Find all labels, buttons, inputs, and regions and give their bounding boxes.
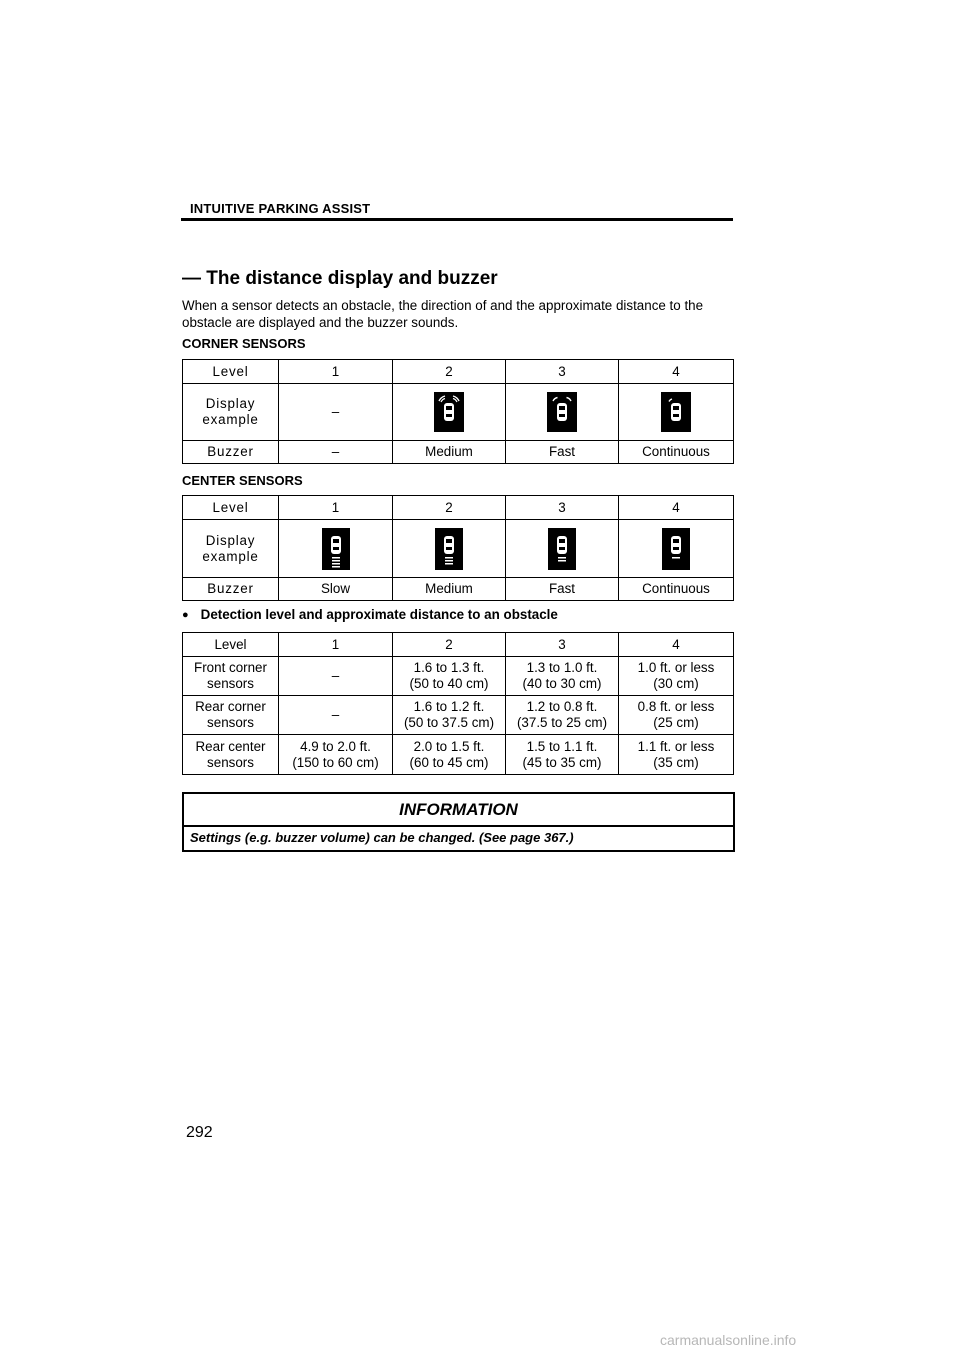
distance-cm: (40 to 30 cm) — [522, 676, 602, 691]
sensor-label-cell — [183, 735, 279, 775]
level-cell: 3 — [506, 360, 619, 384]
table-row — [183, 520, 734, 578]
distance-ft: 1.2 to 0.8 ft. — [526, 699, 598, 714]
table-row — [183, 441, 734, 464]
table-row — [183, 360, 734, 384]
distance-ft: 1.5 to 1.1 ft. — [526, 738, 598, 754]
distance-cell — [619, 657, 734, 696]
running-head: INTUITIVE PARKING ASSIST — [190, 201, 371, 216]
level-cell: 4 — [619, 496, 734, 520]
distance-cell: – — [279, 696, 393, 735]
distance-cm: (50 to 40 cm) — [409, 676, 489, 691]
row-label-display — [183, 520, 279, 578]
distance-cell — [393, 696, 506, 735]
distance-cell — [393, 735, 506, 775]
distance-cm: (25 cm) — [653, 715, 699, 730]
sensor-label: Rear corner sensors — [195, 699, 266, 730]
distance-cell — [506, 735, 619, 775]
page-number: 292 — [186, 1124, 213, 1141]
level-cell: 2 — [393, 496, 506, 520]
header-cell: Level — [183, 633, 279, 657]
row-label-buzzer: Buzzer — [183, 441, 279, 464]
center-sensor-display-level-1-icon — [322, 528, 350, 570]
level-cell: 1 — [279, 360, 393, 384]
distance-ft: 4.9 to 2.0 ft. — [300, 738, 371, 754]
level-cell: 1 — [279, 496, 393, 520]
sensor-label: Front corner sensors — [194, 660, 267, 691]
corner-sensors-table — [182, 359, 734, 464]
table-row — [183, 657, 734, 696]
sensor-label-cell — [183, 657, 279, 696]
display-cell: – — [279, 384, 393, 441]
display-cell — [619, 520, 734, 578]
table-row — [183, 696, 734, 735]
header-cell: 1 — [279, 633, 393, 657]
buzzer-cell: Fast — [506, 578, 619, 601]
distance-cell — [619, 735, 734, 775]
row-label-level: Level — [183, 496, 279, 520]
distance-cell: – — [279, 657, 393, 696]
table-row — [183, 384, 734, 441]
distance-cm: (35 cm) — [653, 754, 699, 770]
header-cell: 4 — [619, 633, 734, 657]
distance-cell — [619, 696, 734, 735]
information-text: Settings (e.g. buzzer volume) can be changed. (See page 367.) — [190, 830, 574, 845]
detection-heading-text: Detection level and approximate distance to an obstacle — [200, 607, 558, 622]
bullet-icon: ● — [182, 609, 189, 621]
display-cell — [393, 384, 506, 441]
distance-cm: (30 cm) — [653, 676, 699, 691]
row-label-display — [183, 384, 279, 441]
center-sensor-display-level-4-icon — [662, 528, 690, 570]
table-row — [183, 496, 734, 520]
section-title: — The distance display and buzzer — [182, 268, 498, 289]
distance-ft: 2.0 to 1.5 ft. — [413, 738, 485, 754]
distance-ft: 1.6 to 1.2 ft. — [413, 699, 485, 714]
distance-cm: (45 to 35 cm) — [522, 754, 602, 770]
information-box — [182, 792, 735, 852]
center-sensors-table — [182, 495, 734, 601]
level-cell: 3 — [506, 496, 619, 520]
row-label-level: Level — [183, 360, 279, 384]
center-sensor-display-level-2-icon — [435, 528, 463, 570]
table-row — [183, 633, 734, 657]
buzzer-cell: Medium — [393, 578, 506, 601]
header-cell: 3 — [506, 633, 619, 657]
table-row — [183, 735, 734, 775]
corner-sensor-display-level-3-icon — [547, 392, 577, 432]
distance-cell — [506, 696, 619, 735]
distance-ft: 1.3 to 1.0 ft. — [526, 660, 598, 675]
distance-ft: 1.6 to 1.3 ft. — [413, 660, 485, 675]
display-cell — [506, 520, 619, 578]
distance-cm: (150 to 60 cm) — [292, 754, 379, 770]
intro-paragraph: When a sensor detects an obstacle, the direction of and the approximate distance to the obstacle are displayed and the buzzer sounds. — [182, 298, 704, 330]
display-cell — [619, 384, 734, 441]
sensor-label: Rear center sensors — [195, 738, 266, 770]
header-rule — [181, 218, 733, 221]
detection-table — [182, 632, 734, 775]
buzzer-cell: Continuous — [619, 441, 734, 464]
buzzer-cell: – — [279, 441, 393, 464]
detection-heading — [182, 607, 558, 622]
distance-cell — [506, 657, 619, 696]
buzzer-cell: Fast — [506, 441, 619, 464]
distance-cell — [393, 657, 506, 696]
buzzer-cell: Slow — [279, 578, 393, 601]
information-title: INFORMATION — [184, 794, 733, 827]
center-sensors-heading: CENTER SENSORS — [182, 473, 303, 488]
distance-ft: 0.8 ft. or less — [637, 699, 715, 714]
distance-ft: 1.0 ft. or less — [637, 660, 715, 675]
buzzer-cell: Continuous — [619, 578, 734, 601]
sensor-label-cell — [183, 696, 279, 735]
level-cell: 2 — [393, 360, 506, 384]
corner-sensors-heading: CORNER SENSORS — [182, 336, 306, 351]
corner-sensor-display-level-2-icon — [434, 392, 464, 432]
row-label-buzzer: Buzzer — [183, 578, 279, 601]
center-sensor-display-level-3-icon — [548, 528, 576, 570]
row-label-display-text: Display example — [202, 532, 259, 564]
row-label-display-text: Display example — [202, 396, 259, 427]
corner-sensor-display-level-4-icon — [661, 392, 691, 432]
distance-ft: 1.1 ft. or less — [637, 738, 715, 754]
distance-cm: (60 to 45 cm) — [409, 754, 489, 770]
display-cell — [506, 384, 619, 441]
watermark: carmanualsonline.info — [660, 1332, 797, 1348]
display-cell — [279, 520, 393, 578]
table-row — [183, 578, 734, 601]
header-cell: 2 — [393, 633, 506, 657]
distance-cm: (50 to 37.5 cm) — [403, 715, 495, 730]
distance-cell — [279, 735, 393, 775]
buzzer-cell: Medium — [393, 441, 506, 464]
distance-cm: (37.5 to 25 cm) — [516, 715, 608, 730]
level-cell: 4 — [619, 360, 734, 384]
display-cell — [393, 520, 506, 578]
